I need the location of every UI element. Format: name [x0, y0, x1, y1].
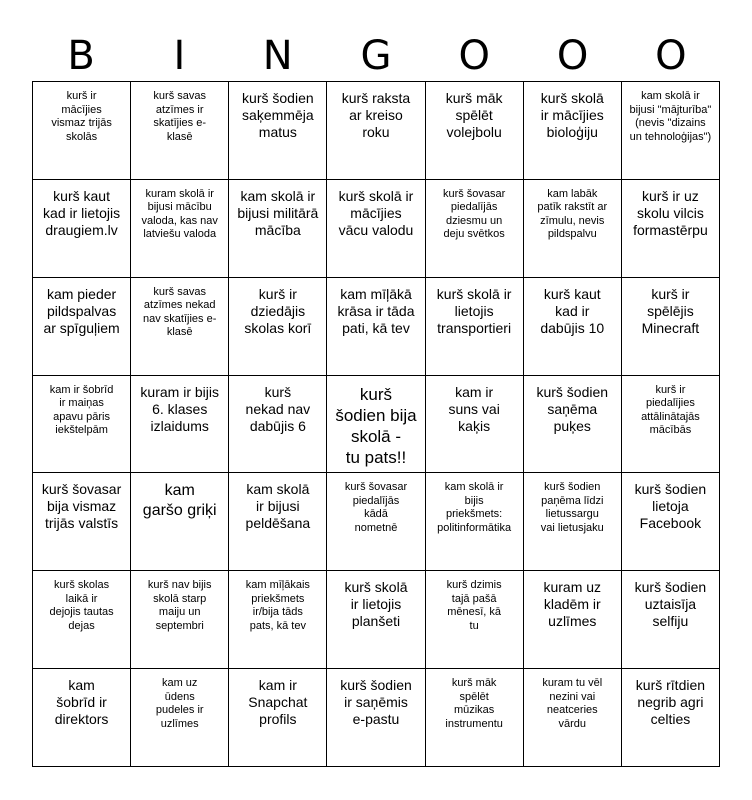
bingo-cell[interactable] [33, 571, 131, 669]
bingo-cell[interactable] [622, 278, 720, 376]
bingo-cell-text: kurš šodien uztaisīja selfiju [634, 579, 707, 630]
bingo-cell[interactable] [33, 669, 131, 767]
bingo-cell-text: kurš ir uz skolu vilcis formastērpu [633, 187, 708, 238]
bingo-cell[interactable] [131, 376, 229, 474]
header-letter: N [262, 33, 293, 79]
bingo-cell[interactable] [426, 669, 524, 767]
bingo-cell[interactable] [131, 180, 229, 278]
bingo-cell[interactable] [131, 82, 229, 180]
bingo-cell[interactable] [229, 82, 327, 180]
bingo-cell[interactable] [327, 376, 425, 474]
bingo-cell[interactable] [131, 669, 229, 767]
bingo-cell-text: kurš māk spēlēt volejbolu [445, 90, 503, 140]
bingo-cell-text: kurš ir spēlējis Minecraft [641, 285, 700, 336]
bingo-cell[interactable] [524, 571, 622, 669]
bingo-cell[interactable] [524, 669, 622, 767]
bingo-cell-text: kurš skolā ir lietojis planšeti [344, 579, 408, 630]
bingo-cell-text: kurš dzimis tajā pašā mēnesī, kā tu [446, 579, 502, 632]
bingo-cell-text: kurš raksta ar kreiso roku [341, 90, 411, 140]
bingo-cell[interactable] [426, 278, 524, 376]
bingo-cell-text: kurš ir mācījies vismaz trijās skolās [51, 90, 112, 143]
header-letter: O [556, 33, 589, 79]
bingo-cell-text: kurš rītdien negrib agri celties [635, 677, 706, 728]
bingo-cell[interactable] [229, 571, 327, 669]
bingo-cell-text: kurš šovasar bija vismaz trijās valstīs [41, 481, 122, 532]
bingo-cell-text: kam skolā ir bijis priekšmets: politinformātika [437, 481, 512, 534]
bingo-cell-text: kurš šodien saņēma puķes [536, 383, 609, 434]
bingo-cell-text: kam skolā ir bijusi "mājturība" (nevis "dizains un tehnoloģijas") [629, 90, 712, 143]
bingo-cell-text: kurš šodien paņēma līdzi lietussargu vai lietusjaku [540, 481, 604, 534]
header-letter: O [655, 33, 687, 79]
bingo-cell[interactable] [426, 571, 524, 669]
bingo-cell[interactable] [327, 571, 425, 669]
bingo-cell-text: kam ir Snapchat profils [248, 677, 308, 728]
bingo-cell[interactable] [131, 571, 229, 669]
bingo-cell[interactable] [622, 376, 720, 474]
bingo-cell-text: kam pieder pildspalvas ar spīguļiem [43, 285, 120, 336]
bingo-cell[interactable] [229, 473, 327, 571]
bingo-cell-text: kurš ir dziedājis skolas korī [244, 285, 312, 336]
bingo-cell[interactable] [622, 82, 720, 180]
header-letter: B [67, 33, 95, 79]
bingo-cell[interactable] [524, 473, 622, 571]
bingo-cell[interactable] [33, 376, 131, 474]
bingo-grid [32, 81, 720, 767]
bingo-cell-text: kurš savas atzīmes nekad nav skatījies e- klasē [143, 285, 217, 339]
bingo-cell-text: kam ir šobrīd ir maiņas apavu pāris iekštelpām [49, 383, 114, 437]
bingo-cell-text: kurš kaut kad ir lietojis draugiem.lv [43, 187, 121, 238]
bingo-cell-text: kuram skolā ir bijusi mācību valoda, kas nav latviešu valoda [141, 187, 218, 241]
bingo-cell-text: kurš šodien saķemmēja matus [242, 90, 314, 140]
bingo-cell-text: kurš skolā ir mācījies vācu valodu [338, 187, 414, 238]
bingo-cell[interactable] [229, 278, 327, 376]
bingo-cell-text: kurš māk spēlēt mūzikas instrumentu [445, 677, 503, 730]
bingo-cell[interactable] [229, 180, 327, 278]
bingo-cell-text: kam labāk patīk rakstīt ar zīmulu, nevis pildspalvu [537, 187, 608, 241]
bingo-cell[interactable] [524, 82, 622, 180]
bingo-cell-text: kurš savas atzīmes ir skatījies e- klasē [153, 90, 206, 143]
bingo-cell[interactable] [524, 180, 622, 278]
bingo-cell-text: kuram uz kladēm ir uzlīmes [543, 579, 602, 630]
bingo-cell-text: kam skolā ir bijusi militārā mācība [237, 187, 319, 238]
bingo-cell-text: kurš skolas laikā ir dejojis tautas dejas [49, 579, 114, 632]
bingo-cell-text: kuram tu vēl nezini vai neatceries vārdu [542, 677, 603, 730]
bingo-cell[interactable] [33, 278, 131, 376]
bingo-cell[interactable] [33, 180, 131, 278]
header-letter: I [173, 33, 186, 79]
bingo-cell[interactable] [327, 82, 425, 180]
bingo-cell-text: kurš nav bijis skolā starp maiju un septembri [147, 579, 212, 632]
bingo-cell-text: kam mīļākā krāsa ir tāda pati, kā tev [337, 285, 415, 336]
bingo-cell[interactable] [426, 180, 524, 278]
bingo-cell-text: kurš šodien lietoja Facebook [634, 481, 707, 532]
bingo-header [32, 30, 720, 82]
bingo-cell-text: kuram ir bijis 6. klases izlaidums [140, 383, 219, 434]
bingo-cell[interactable] [327, 180, 425, 278]
bingo-cell[interactable] [622, 473, 720, 571]
bingo-cell-text: kam šobrīd ir direktors [54, 677, 109, 728]
bingo-cell[interactable] [327, 278, 425, 376]
header-letter: O [458, 33, 491, 79]
bingo-cell[interactable] [622, 180, 720, 278]
bingo-cell-text: kurš nekad nav dabūjis 6 [245, 383, 311, 434]
bingo-cell-text: kam mīļākais priekšmets ir/bija tāds pats, kā tev [245, 579, 310, 632]
bingo-cell-text: kam garšo griķi [142, 482, 217, 520]
bingo-cell-text: kurš skolā ir mācījies bioloģiju [540, 90, 604, 140]
bingo-cell-text: kam ir suns vai kaķis [448, 383, 500, 434]
header-letter: G [360, 33, 392, 79]
bingo-cell[interactable] [229, 669, 327, 767]
bingo-cell[interactable] [622, 571, 720, 669]
bingo-cell-text: kurš šodien ir saņēmis e-pastu [340, 677, 412, 728]
bingo-cell-text: kam uz ūdens pudeles ir uzlīmes [155, 677, 204, 730]
bingo-cell-text: kurš kaut kad ir dabūjis 10 [540, 285, 605, 336]
bingo-cell-text: kam skolā ir bijusi peldēšana [245, 481, 311, 532]
bingo-cell-text: kurš skolā ir lietojis transportieri [436, 285, 512, 336]
bingo-cell-text: kurš šodien bija skolā - tu pats!! [335, 384, 417, 467]
bingo-cell[interactable] [426, 376, 524, 474]
bingo-cell[interactable] [426, 82, 524, 180]
bingo-cell-text: kurš šovasar piedalījās dziesmu un deju svētkos [442, 187, 506, 241]
bingo-cell-text: kurš ir piedalījies attālinātajās mācībās [641, 383, 700, 437]
bingo-cell[interactable] [327, 669, 425, 767]
bingo-cell[interactable] [131, 278, 229, 376]
bingo-cell[interactable] [327, 473, 425, 571]
bingo-cell[interactable] [622, 669, 720, 767]
bingo-cell-text: kurš šovasar piedalījās kādā nometnē [344, 481, 408, 534]
bingo-cell[interactable] [33, 82, 131, 180]
bingo-cell[interactable] [524, 278, 622, 376]
bingo-cell[interactable] [524, 376, 622, 474]
bingo-cell[interactable] [33, 473, 131, 571]
bingo-cell[interactable] [426, 473, 524, 571]
bingo-cell[interactable] [229, 376, 327, 474]
bingo-cell[interactable] [131, 473, 229, 571]
